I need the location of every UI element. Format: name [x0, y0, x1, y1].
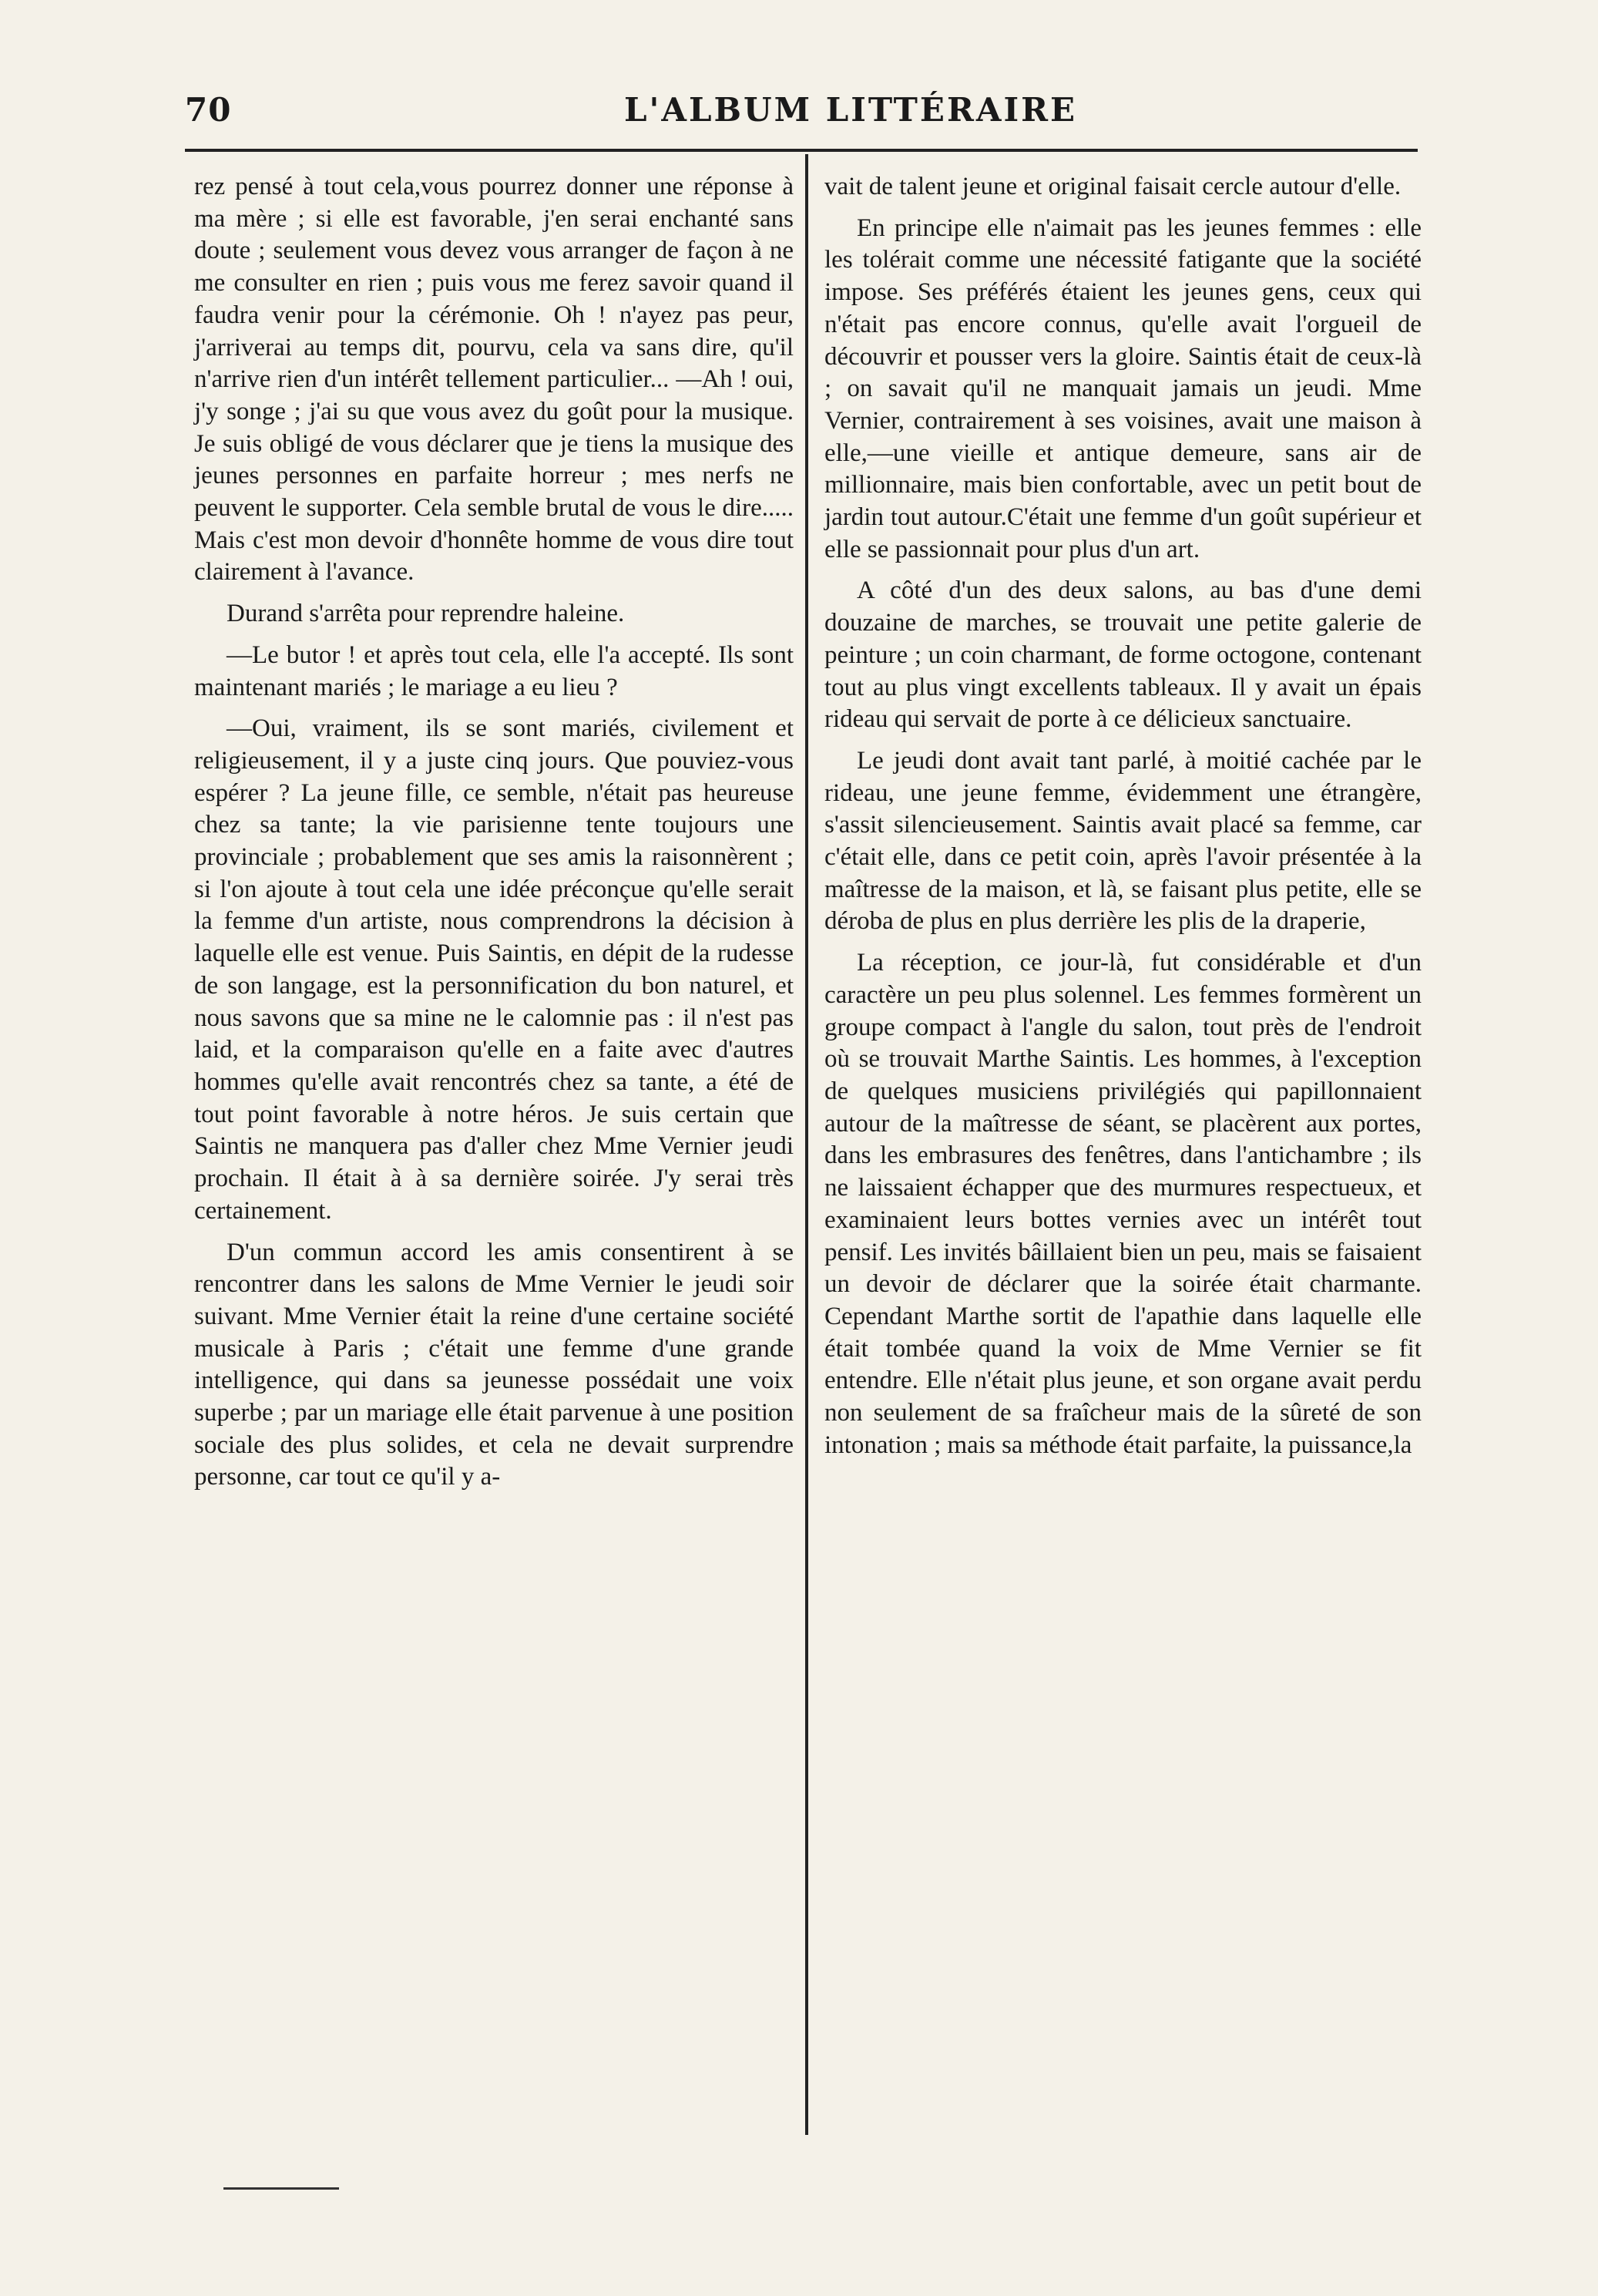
header-rule [185, 149, 1418, 152]
paragraph: rez pensé à tout cela,vous pourrez donner une réponse à ma mère ; si elle est favorable, j'en serai enchanté sans doute ; seulement vous devez vous arranger de façon à ne me consulter en rien ; puis vous me ferez savoir quand il faudra venir pour la cérémonie. Oh ! n'ayez pas peur, j'arriverai au temps dit, pourvu, cela va sans dire, qu'il n'arrive rien d'un intérêt tellement particulier... —Ah ! oui, j'y songe ; j'ai su que vous avez du goût pour la musique. Je suis obligé de vous déclarer que je tiens la musique des jeunes personnes en parfaite horreur ; mes nerfs ne peuvent le supporter. Cela semble brutal de vous le dire..... Mais c'est mon devoir d'honnête homme de vous dire tout clairement à l'avance. [194, 173, 794, 587]
paragraph: vait de talent jeune et original faisait cercle autour d'elle. [824, 173, 1402, 200]
page-header [185, 91, 1418, 145]
column-divider [805, 154, 808, 2135]
paragraph: Durand s'arrêta pour reprendre haleine. [227, 600, 625, 628]
paragraph: —Le butor ! et après tout cela, elle l'a accepté. Ils sont maintenant mariés ; le mariage a eu lieu ? [194, 640, 794, 701]
left-column [194, 171, 794, 1503]
paragraph: D'un commun accord les amis consentirent à se rencontrer dans les salons de Mme Vernier le jeudi soir suivant. Mme Vernier était la reine d'une certaine société musicale à Paris ; c'était une femme d'une grande intelligence, qui dans sa jeunesse possédait une voix superbe ; par un mariage elle était parvenue à une position sociale des plus solides, et cela ne devait surprendre personne, car tout ce qu'il y a- [194, 1238, 794, 1491]
end-rule [223, 2187, 339, 2190]
paragraph: Le jeudi dont avait tant parlé, à moitié cachée par le rideau, une jeune femme, évidemment une étrangère, s'assit silencieusement. Saintis avait placé sa femme, car c'était elle, dans ce petit coin, après l'avoir présentée à la maîtresse de la maison, et là, se faisant plus petite, elle se déroba de plus en plus derrière les plis de la draperie, [824, 746, 1422, 936]
page-number: 70 [185, 91, 232, 129]
paragraph: A côté d'un des deux salons, au bas d'une demi douzaine de marches, se trouvait une petite galerie de peinture ; un coin charmant, de forme octogone, contenant tout au plus vingt excellents tableaux. Il y avait un épais rideau qui servait de porte à ce délicieux sanctuaire. [824, 577, 1422, 734]
paragraph: La réception, ce jour-là, fut considérable et d'un caractère un peu plus solennel. Les femmes formèrent un groupe compact à l'angle du salon, tout près de l'endroit où se trouvait Marthe Saintis. Les hommes, à l'exception de quelques musiciens privilégiés qui papillonnaient autour de la maîtresse de séant, se placèrent aux portes, dans les embrasures des fenêtres, dans l'antichambre ; ils ne laissaient échapper que des murmures respectueux, et examinaient leurs bottes vernies avec un intérêt tout pensif. Les invités bâillaient bien un peu, mais se faisaient un devoir de déclarer que la soirée était charmante. Cependant Marthe sortit de l'apathie dans laquelle elle était tombée quand la voix de Mme Vernier se fit entendre. Elle n'était plus jeune, et son organe avait perdu non seulement de sa fraîcheur mais de la sûreté de son intonation ; mais sa méthode était parfaite, la puissance,la [824, 949, 1422, 1459]
paragraph: En principe elle n'aimait pas les jeunes femmes : elle les tolérait comme une nécessité fatigante que la société impose. Ses préférés étaient les jeunes gens, ceux qui n'était pas encore connus, qu'elle avait l'orgueil de découvrir et pousser vers la gloire. Saintis était de ceux-là ; on savait qu'il ne manquait jamais un jeudi. Mme Vernier, contrairement à ses voisines, avait une maison à elle,—une vieille et antique demeure, sans air de millionnaire, mais bien confortable, avec un petit bout de jardin tout autour.C'était une femme d'un goût supérieur et elle se passionnait pour plus d'un art. [824, 213, 1422, 563]
paragraph: —Oui, vraiment, ils se sont mariés, civilement et religieusement, il y a juste cinq jours. Que pouviez-vous espérer ? La jeune fille, ce semble, n'était pas heureuse chez sa tante; la vie parisienne tente toujours une provinciale ; probablement que ses amis la raisonnèrent ; si l'on ajoute à tout cela une idée préconçue qu'elle serait la femme d'un artiste, nous comprendrons la décision à laquelle elle est venue. Puis Saintis, en dépit de la rudesse de son langage, est la personnification du bon naturel, et nous savons que sa mine ne le calomnie pas : il n'est pas laid, et la comparaison qu'elle en a faite avec d'autres hommes qu'elle avait rencontrés chez sa tante, a été de tout point favorable à notre héros. Je suis certain que Saintis ne manquera pas d'aller chez Mme Vernier jeudi prochain. Il était à à sa dernière soirée. J'y serai très certainement. [194, 714, 794, 1225]
running-title: L'ALBUM LITTÉRAIRE [624, 91, 1078, 129]
right-column [824, 171, 1422, 1471]
